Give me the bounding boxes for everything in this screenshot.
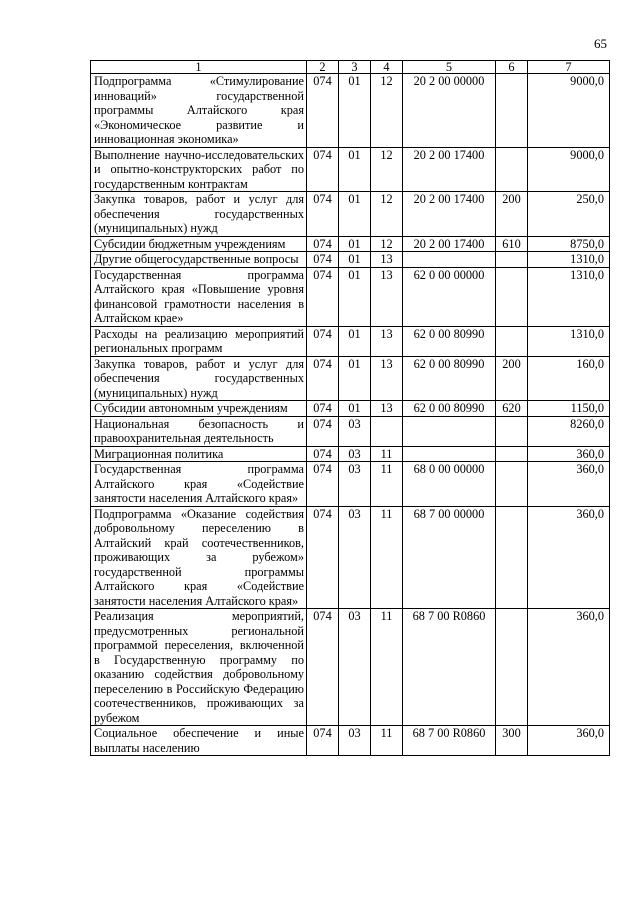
row-name-cell: Государственная программа Алтайского края «Повышение уровня финансовой грамотности населения в Алтайском крае» [91, 267, 307, 326]
target-article-cell: 20 2 00 00000 [403, 74, 496, 148]
subsection-code-cell: 11 [371, 726, 403, 756]
section-code-cell: 03 [339, 416, 371, 446]
grbs-code-cell: 074 [307, 192, 339, 237]
target-article-cell: 68 7 00 R0860 [403, 726, 496, 756]
page-number: 65 [594, 36, 607, 51]
expense-type-cell [496, 326, 528, 356]
section-code-cell: 03 [339, 609, 371, 726]
amount-cell: 1310,0 [528, 326, 610, 356]
subsection-code-cell: 12 [371, 192, 403, 237]
column-header-4: 4 [371, 61, 403, 74]
grbs-code-cell: 074 [307, 609, 339, 726]
grbs-code-cell: 074 [307, 74, 339, 148]
row-name-cell: Закупка товаров, работ и услуг для обеспечения государственных (муниципальных) нужд [91, 192, 307, 237]
amount-cell: 360,0 [528, 726, 610, 756]
subsection-code-cell: 11 [371, 462, 403, 507]
subsection-code-cell: 11 [371, 506, 403, 609]
table-row [91, 147, 610, 192]
section-code-cell: 01 [339, 267, 371, 326]
target-article-cell [403, 416, 496, 446]
target-article-cell: 68 0 00 00000 [403, 462, 496, 507]
subsection-code-cell: 12 [371, 236, 403, 252]
section-code-cell: 01 [339, 147, 371, 192]
expense-type-cell [496, 147, 528, 192]
target-article-cell: 68 7 00 R0860 [403, 609, 496, 726]
grbs-code-cell: 074 [307, 446, 339, 462]
subsection-code-cell: 12 [371, 147, 403, 192]
amount-cell: 8750,0 [528, 236, 610, 252]
expense-type-cell [496, 252, 528, 268]
table-row [91, 609, 610, 726]
table-row [91, 356, 610, 401]
target-article-cell: 62 0 00 80990 [403, 356, 496, 401]
subsection-code-cell: 13 [371, 326, 403, 356]
table-row [91, 267, 610, 326]
budget-table [90, 60, 610, 756]
expense-type-cell: 300 [496, 726, 528, 756]
row-name-cell: Миграционная политика [91, 446, 307, 462]
expense-type-cell [496, 446, 528, 462]
grbs-code-cell: 074 [307, 326, 339, 356]
subsection-code-cell: 13 [371, 267, 403, 326]
target-article-cell: 20 2 00 17400 [403, 192, 496, 237]
target-article-cell: 20 2 00 17400 [403, 147, 496, 192]
section-code-cell: 01 [339, 74, 371, 148]
target-article-cell: 20 2 00 17400 [403, 236, 496, 252]
subsection-code-cell: 11 [371, 609, 403, 726]
target-article-cell: 68 7 00 00000 [403, 506, 496, 609]
grbs-code-cell: 074 [307, 236, 339, 252]
target-article-cell: 62 0 00 00000 [403, 267, 496, 326]
expense-type-cell: 200 [496, 192, 528, 237]
expense-type-cell: 620 [496, 401, 528, 417]
amount-cell: 250,0 [528, 192, 610, 237]
row-name-cell: Расходы на реализацию мероприятий региональных программ [91, 326, 307, 356]
table-row [91, 416, 610, 446]
row-name-cell: Субсидии бюджетным учреждениям [91, 236, 307, 252]
amount-cell: 9000,0 [528, 147, 610, 192]
table-row [91, 326, 610, 356]
section-code-cell: 03 [339, 726, 371, 756]
expense-type-cell [496, 416, 528, 446]
column-header-7: 7 [528, 61, 610, 74]
column-header-1: 1 [91, 61, 307, 74]
subsection-code-cell: 13 [371, 252, 403, 268]
amount-cell: 160,0 [528, 356, 610, 401]
table-row [91, 506, 610, 609]
expense-type-cell [496, 506, 528, 609]
column-header-6: 6 [496, 61, 528, 74]
grbs-code-cell: 074 [307, 506, 339, 609]
target-article-cell [403, 252, 496, 268]
table-row [91, 74, 610, 148]
target-article-cell: 62 0 00 80990 [403, 401, 496, 417]
expense-type-cell: 200 [496, 356, 528, 401]
expense-type-cell [496, 609, 528, 726]
expense-type-cell [496, 462, 528, 507]
row-name-cell: Подпрограмма «Оказание содействия добровольному переселению в Алтайский край соотечественников, проживающих за рубежом» государственной программы Алтайского края «Содействие занятости населения Алтайского края» [91, 506, 307, 609]
column-number-row [91, 61, 610, 74]
section-code-cell: 01 [339, 252, 371, 268]
table-row [91, 726, 610, 756]
table-row [91, 192, 610, 237]
grbs-code-cell: 074 [307, 462, 339, 507]
grbs-code-cell: 074 [307, 356, 339, 401]
grbs-code-cell: 074 [307, 401, 339, 417]
row-name-cell: Выполнение научно-исследовательских и опытно-конструкторских работ по государственным контрактам [91, 147, 307, 192]
target-article-cell [403, 446, 496, 462]
row-name-cell: Государственная программа Алтайского края «Содействие занятости населения Алтайского края» [91, 462, 307, 507]
section-code-cell: 03 [339, 462, 371, 507]
row-name-cell: Другие общегосударственные вопросы [91, 252, 307, 268]
subsection-code-cell: 13 [371, 401, 403, 417]
subsection-code-cell: 12 [371, 74, 403, 148]
row-name-cell: Реализация мероприятий, предусмотренных региональной программой переселения, включенной в Государственную программу по оказанию содействия добровольному переселению в Российскую Федерацию соотечественников, проживающих за рубежом [91, 609, 307, 726]
table-row [91, 236, 610, 252]
amount-cell: 8260,0 [528, 416, 610, 446]
grbs-code-cell: 074 [307, 416, 339, 446]
row-name-cell: Субсидии автономным учреждениям [91, 401, 307, 417]
section-code-cell: 01 [339, 401, 371, 417]
subsection-code-cell [371, 416, 403, 446]
section-code-cell: 01 [339, 326, 371, 356]
amount-cell: 360,0 [528, 506, 610, 609]
table-row [91, 446, 610, 462]
expense-type-cell [496, 267, 528, 326]
amount-cell: 9000,0 [528, 74, 610, 148]
subsection-code-cell: 11 [371, 446, 403, 462]
amount-cell: 360,0 [528, 446, 610, 462]
target-article-cell: 62 0 00 80990 [403, 326, 496, 356]
row-name-cell: Закупка товаров, работ и услуг для обеспечения государственных (муниципальных) нужд [91, 356, 307, 401]
grbs-code-cell: 074 [307, 267, 339, 326]
column-header-3: 3 [339, 61, 371, 74]
section-code-cell: 03 [339, 446, 371, 462]
row-name-cell: Подпрограмма «Стимулирование инноваций» государственной программы Алтайского края «Экономическое развитие и инновационная экономика» [91, 74, 307, 148]
table-row [91, 462, 610, 507]
amount-cell: 1310,0 [528, 267, 610, 326]
amount-cell: 360,0 [528, 462, 610, 507]
row-name-cell: Национальная безопасность и правоохранительная деятельность [91, 416, 307, 446]
grbs-code-cell: 074 [307, 726, 339, 756]
row-name-cell: Социальное обеспечение и иные выплаты населению [91, 726, 307, 756]
amount-cell: 1310,0 [528, 252, 610, 268]
expense-type-cell: 610 [496, 236, 528, 252]
section-code-cell: 01 [339, 192, 371, 237]
section-code-cell: 01 [339, 356, 371, 401]
budget-table-body [91, 61, 610, 756]
amount-cell: 360,0 [528, 609, 610, 726]
column-header-5: 5 [403, 61, 496, 74]
column-header-2: 2 [307, 61, 339, 74]
table-row [91, 252, 610, 268]
amount-cell: 1150,0 [528, 401, 610, 417]
table-row [91, 401, 610, 417]
subsection-code-cell: 13 [371, 356, 403, 401]
grbs-code-cell: 074 [307, 252, 339, 268]
section-code-cell: 03 [339, 506, 371, 609]
expense-type-cell [496, 74, 528, 148]
grbs-code-cell: 074 [307, 147, 339, 192]
section-code-cell: 01 [339, 236, 371, 252]
